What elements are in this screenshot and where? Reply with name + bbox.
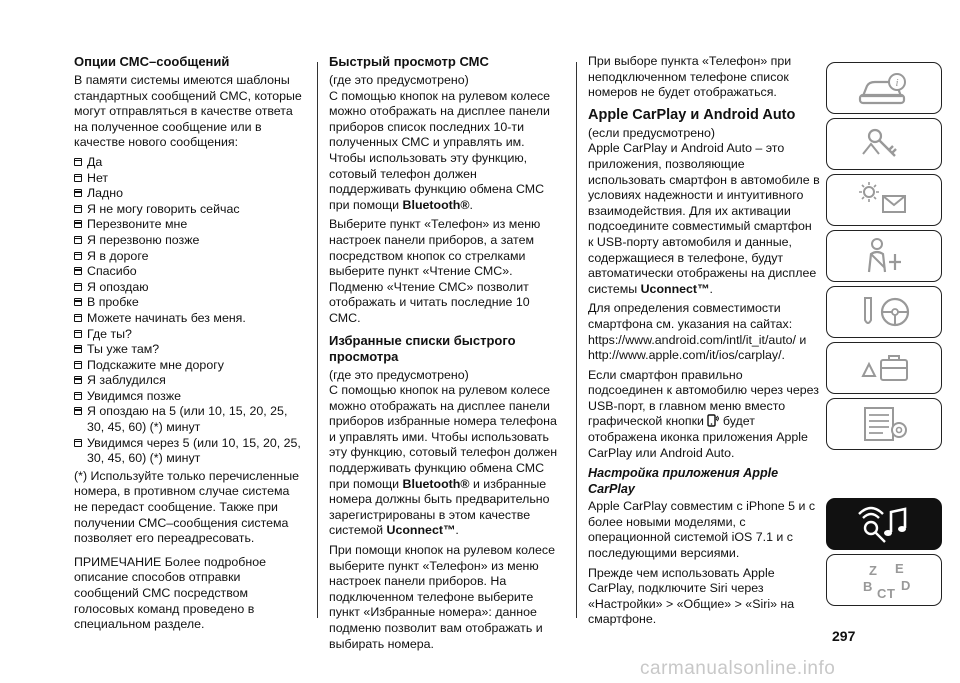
sms-template-item [74,264,302,280]
seatbelt-icon [849,234,919,278]
sms-template-text: Да [87,154,103,169]
tab-car-info[interactable] [826,62,942,114]
bullet-icon [74,314,82,322]
quick-sms-paragraph: С помощью кнопок на рулевом колесе можно отображать на дисплее панели приборов список последних 10-ти полученных СМС и управлять им. Чтобы использовать эту функцию, сотовый телефон должен поддерживать функцию обмена СМС при помощи Bluetooth®. [329,88,551,212]
sms-template-item [74,311,302,327]
key-icon [849,122,919,166]
tab-keys[interactable] [826,118,942,170]
sms-template-text: Я в дороге [87,248,149,263]
sms-template-item [74,249,302,265]
sms-note: ПРИМЕЧАНИЕ Более подробное описание способов отправки сообщений СМС посредством голосовых команд проведено в специальном разделе. [74,554,267,632]
sms-template-text: В пробке [87,295,139,310]
bullet-icon [74,283,82,291]
quick-sms-availability: (где это предусмотрено) [329,73,469,87]
tab-maintenance[interactable] [826,398,942,450]
page-number: 297 [832,628,856,644]
sms-template-text: Нет [87,170,109,185]
sms-template-text: Я опоздаю [87,279,149,294]
column-left [74,54,302,637]
sms-template-text: Я заблудился [87,373,166,388]
sms-footnote: (*) Используйте только перечисленные номера, в противном случае система не передаст сообщение. Также при получении СМС–сообщения система позволяет его переадресовать. [74,468,300,546]
bullet-icon [74,205,82,213]
favorites-availability: (где это предусмотрено) [329,367,469,382]
usb-connection-paragraph: Если смартфон правильно подсоединен к автомобилю через через USB-порт, в главном меню вместо графической кнопки будет отображена иконка приложения Apple CarPlay или Android Auto. [588,367,819,460]
sms-templates-list [74,155,302,467]
quick-sms-heading: Быстрый просмотр СМС [329,54,489,69]
bullet-icon [74,407,82,415]
sms-template-text: Увидимся через 5 (или 10, 15, 20, 25, 30, 45, 60) (*) минут [87,435,301,466]
steering-wheel-icon [849,290,919,334]
index-letter: T [887,586,895,601]
tab-driving[interactable] [826,286,942,338]
sms-template-item [74,389,302,405]
column-middle [329,54,559,656]
tab-emergency[interactable] [826,342,942,394]
sms-template-text: Ладно [87,186,123,201]
phone-icon [707,414,719,427]
toolbox-icon [849,346,919,390]
carplay-intro-paragraph: Apple CarPlay и Android Auto – это приложения, позволяющие использовать смартфон в автомобиле в условиях надежности и интуитивного взаимодействия. Для их активации подсоедините совместимый смартфон к USB-порту автомобиля и данные, содержащиеся в телефоне, будут автоматически отображены на дисплее системы Uconnect™. [588,141,820,296]
favorites-paragraph: С помощью кнопок на рулевом колесе можно отображать на дисплее панели приборов избранные номера телефона и управлять ими. Чтобы использовать эту функцию, сотовый телефон должен поддерживать функцию обмена СМС при помощи Bluetooth® и избранные номера должны быть предварительно зарегистрированы в этом качестве системой Uconnect™. [329,383,558,538]
sms-template-item [74,342,302,358]
bullet-icon [74,345,82,353]
phone-not-connected-paragraph: При выборе пункта «Телефон» при неподключенном телефоне список номеров не будет отображаться. [588,54,792,100]
bullet-icon [74,361,82,369]
sms-template-item [74,373,302,389]
index-letter: E [895,561,904,576]
index-letter: B [863,579,873,594]
sms-template-item [74,295,302,311]
column-divider [317,62,318,618]
favorites-menu-paragraph: При помощи кнопок на рулевом колесе выберите пункт «Телефон» из меню настроек панели приборов. На подключенном телефоне выберите пункт «Избранные номера»: данное подменю позволит вам отображать и выбирать номера. [329,543,556,651]
warning-lights-icon [849,178,919,222]
siri-paragraph: Прежде чем использовать Apple CarPlay, подключите Siri через «Настройки» > «Общие» > «Siri» на смартфоне. [588,565,795,627]
bullet-icon [74,298,82,306]
sms-template-item [74,171,302,187]
sms-template-item [74,155,302,171]
sms-template-item [74,280,302,296]
favorites-heading: Избранные списки быстрого просмотра [329,332,516,364]
carplay-availability: (если предусмотрено) [588,125,715,140]
sms-template-item [74,233,302,249]
car-info-icon [849,66,919,110]
sms-template-item [74,436,302,467]
svg-text:i: i [895,77,899,89]
tab-multimedia[interactable] [826,498,942,550]
sms-template-text: Я не могу говорить сейчас [87,201,240,216]
tab-warning-lights[interactable] [826,174,942,226]
watermark: carmanualsonline.info [640,658,836,679]
sms-template-item [74,404,302,435]
carplay-setup-heading: Настройка приложения Apple CarPlay [588,466,779,497]
bullet-icon [74,439,82,447]
bullet-icon [74,189,82,197]
sms-template-item [74,217,302,233]
sms-template-text: Где ты? [87,326,132,341]
index-letter: D [901,578,911,593]
multimedia-icon [849,502,919,546]
sms-template-item [74,202,302,218]
carplay-compat-paragraph: Apple CarPlay совместим с iPhone 5 и с более новыми моделями, с операционной системой iOS 7.1 и с последующими версиями. [588,499,816,561]
bullet-icon [74,330,82,338]
quick-sms-menu-paragraph: Выберите пункт «Телефон» из меню настроек панели приборов, а затем посредством кнопок со стрелками выберите пункт «Чтение СМС». Подменю «Чтение СМС» позволит отображать и читать последние 10 СМС. [329,217,541,325]
sms-template-text: Увидимся позже [87,388,182,403]
sms-template-text: Подскажите мне дорогу [87,357,224,372]
sms-options-intro: В памяти системы имеются шаблоны стандартных сообщений СМС, которые могут отправляться в качестве ответа на полученное сообщение или в качестве нового сообщения: [74,73,302,150]
bullet-icon [74,158,82,166]
index-icon [849,558,919,602]
sms-template-text: Я перезвоню позже [87,232,200,247]
bullet-icon [74,267,82,275]
sms-template-item [74,186,302,202]
bullet-icon [74,392,82,400]
sms-template-text: Спасибо [87,264,137,279]
bullet-icon [74,220,82,228]
bullet-icon [74,252,82,260]
tab-index[interactable] [826,554,942,606]
index-letter: Z [869,563,877,578]
specs-icon [849,402,919,446]
sms-template-text: Можете начинать без меня. [87,310,246,325]
carplay-android-heading: Apple CarPlay и Android Auto [588,106,796,123]
tab-seatbelt[interactable] [826,230,942,282]
sms-template-item [74,358,302,374]
sms-template-text: Перезвоните мне [87,217,188,232]
sms-options-heading: Опции СМС–сообщений [74,54,230,69]
sms-template-text: Ты уже там? [87,342,160,357]
bullet-icon [74,174,82,182]
sms-template-text: Я опоздаю на 5 (или 10, 15, 20, 25, 30, 45, 60) (*) минут [87,404,288,435]
bullet-icon [74,236,82,244]
index-letter: C [877,586,887,601]
bullet-icon [74,376,82,384]
sms-template-item [74,327,302,343]
column-right [588,54,820,632]
column-divider [576,62,577,618]
compatibility-paragraph: Для определения совместимости смартфона см. указания на сайтах: https://www.android.com/intl/it_it/auto/ и http://www.apple.com/it/ios/carplay/. [588,301,807,363]
